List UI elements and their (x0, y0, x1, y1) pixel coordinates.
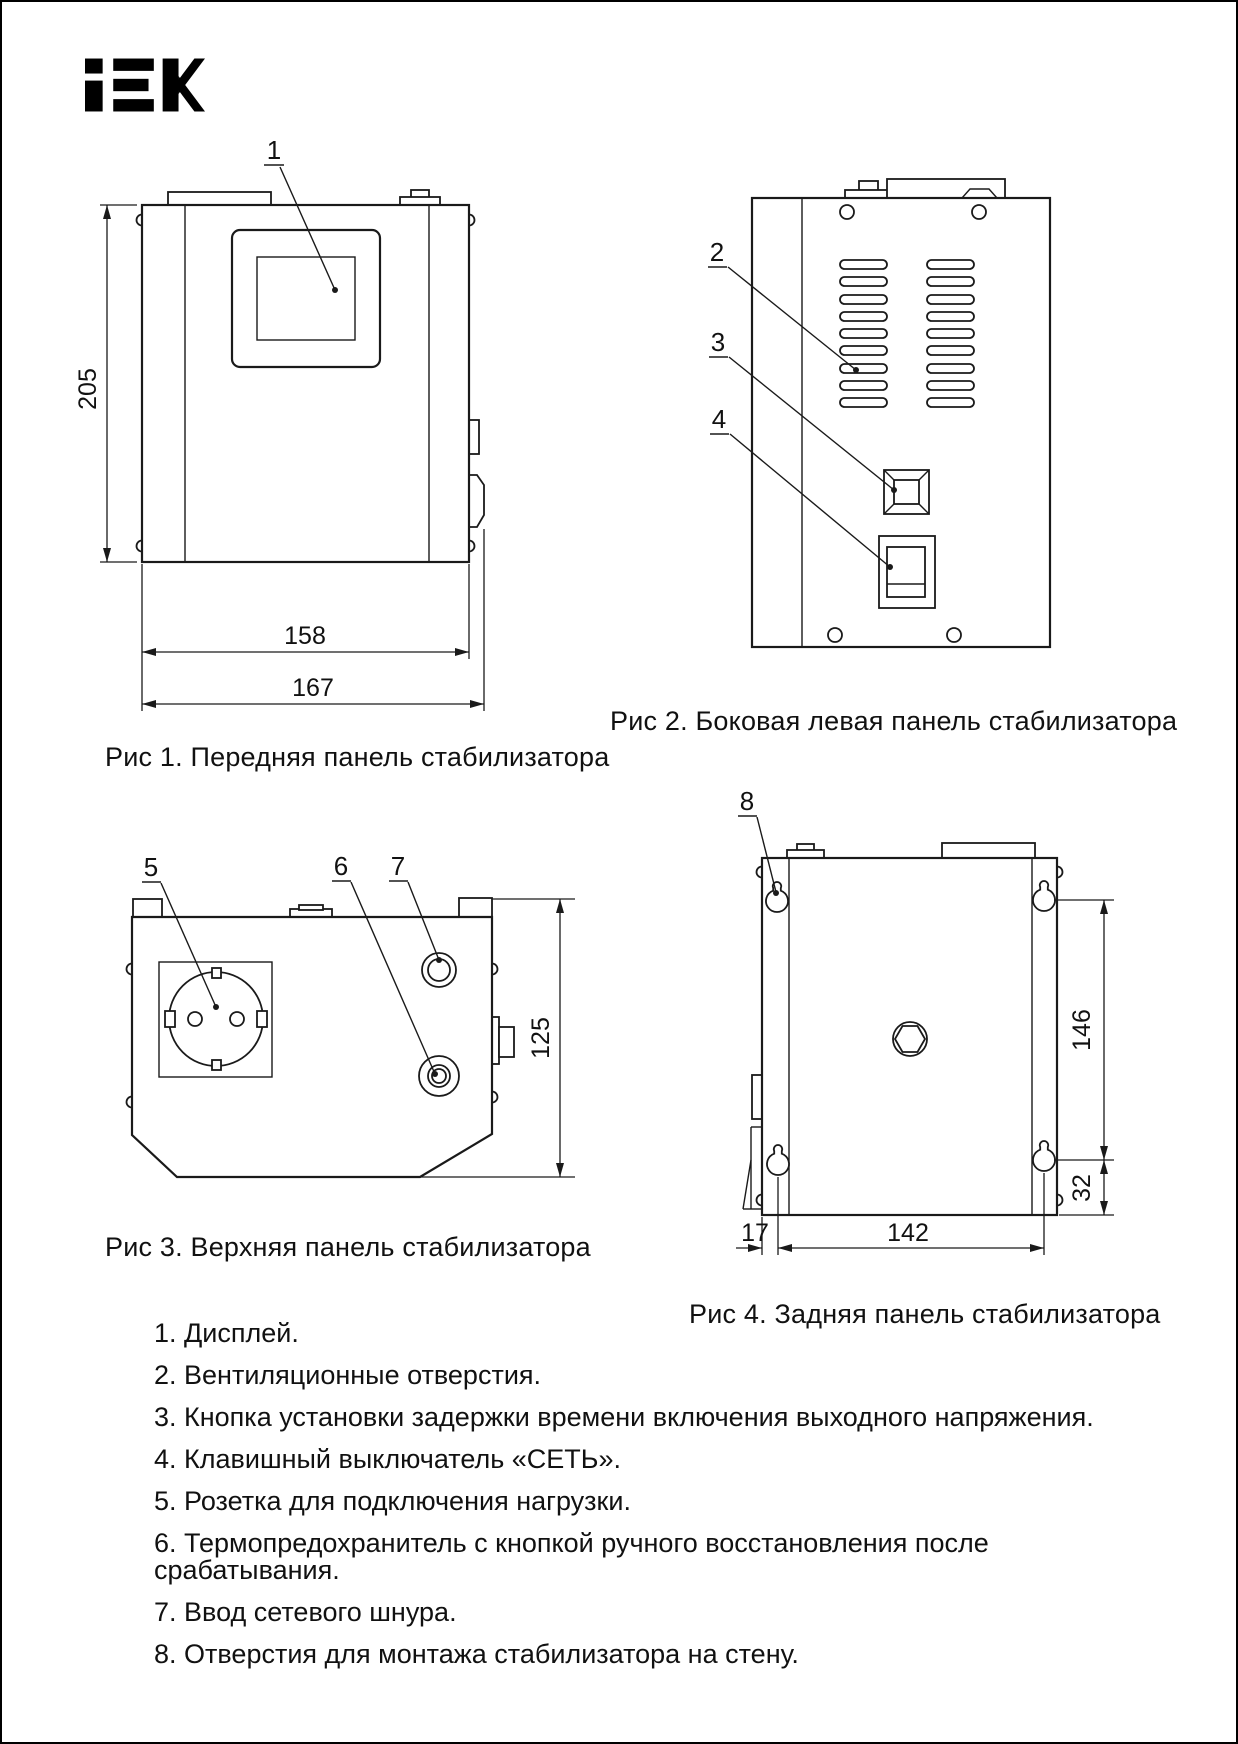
dim-167-label: 167 (292, 674, 334, 702)
callout-1-label: 1 (266, 135, 282, 165)
iek-logo (85, 58, 205, 112)
legend-item-2: 2. Вентиляционные отверстия. (154, 1360, 542, 1390)
legend-item-7: 7. Ввод сетевого шнура. (154, 1597, 457, 1627)
legend-item-1: 1. Дисплей. (154, 1318, 299, 1348)
fig1-display-window (232, 230, 380, 367)
fig1-front-panel-drawing (72, 127, 502, 727)
fig3-thermal-fuse (419, 1056, 459, 1096)
legend-item-5: 5. Розетка для подключения нагрузки. (154, 1486, 631, 1516)
legend-item-6: 6. Термопредохранитель с кнопкой ручного восстановления после срабатывания. (154, 1528, 989, 1585)
dim-17-label: 17 (741, 1219, 769, 1247)
dim-142-label: 142 (887, 1219, 929, 1247)
fig3-caption: Рис 3. Верхняя панель стабилизатора (105, 1232, 591, 1262)
fig2-top-tabs (845, 179, 1005, 199)
callout-7-label: 7 (390, 851, 406, 881)
fig4-top-tabs (787, 843, 1035, 858)
fig3-top-steps (133, 898, 492, 917)
fig3-top-panel-drawing (87, 842, 587, 1187)
dim-205-label: 205 (74, 368, 102, 410)
callout-8-label: 8 (739, 786, 755, 816)
callout-5-label: 5 (143, 852, 159, 882)
fig4-side-silhouette (743, 1075, 762, 1209)
fig4-callout-8 (738, 786, 779, 896)
fig3-side-protrusion (492, 1017, 514, 1064)
iek-logo-glyphs (85, 59, 205, 112)
fig2-power-switch (879, 536, 935, 608)
dim-125-label: 125 (527, 1017, 555, 1059)
callout-6-label: 6 (333, 851, 349, 881)
fig1-top-tabs (168, 190, 440, 205)
dim-146-label: 146 (1068, 1009, 1096, 1051)
fig4-hex-bolt (893, 1022, 927, 1056)
dim-32-label: 32 (1068, 1174, 1096, 1202)
fig4-dim-32 (1059, 1160, 1114, 1215)
fig2-side-panel-drawing (632, 162, 1092, 662)
fig4-dim-146 (1054, 900, 1114, 1160)
legend-item-3: 3. Кнопка установки задержки времени включения выходного напряжения. (154, 1402, 1094, 1432)
legend-list (154, 1320, 1164, 1683)
fig2-caption: Рис 2. Боковая левая панель стабилизатора (610, 706, 1178, 736)
dim-158-label: 158 (284, 622, 326, 650)
fig1-caption: Рис 1. Передняя панель стабилизатора (105, 742, 610, 772)
callout-3-label: 3 (710, 327, 726, 357)
legend-item-8: 8. Отверстия для монтажа стабилизатора на стену. (154, 1639, 799, 1669)
fig2-delay-button (884, 470, 929, 514)
callout-4-label: 4 (711, 404, 727, 434)
callout-2-label: 2 (709, 237, 725, 267)
fig1-dim-height (74, 205, 137, 562)
fig4-caption: Рис 4. Задняя панель стабилизатора (689, 1299, 1161, 1329)
legend-item-4: 4. Клавишный выключатель «СЕТЬ». (154, 1444, 622, 1474)
fig4-rear-panel-drawing (702, 782, 1132, 1277)
